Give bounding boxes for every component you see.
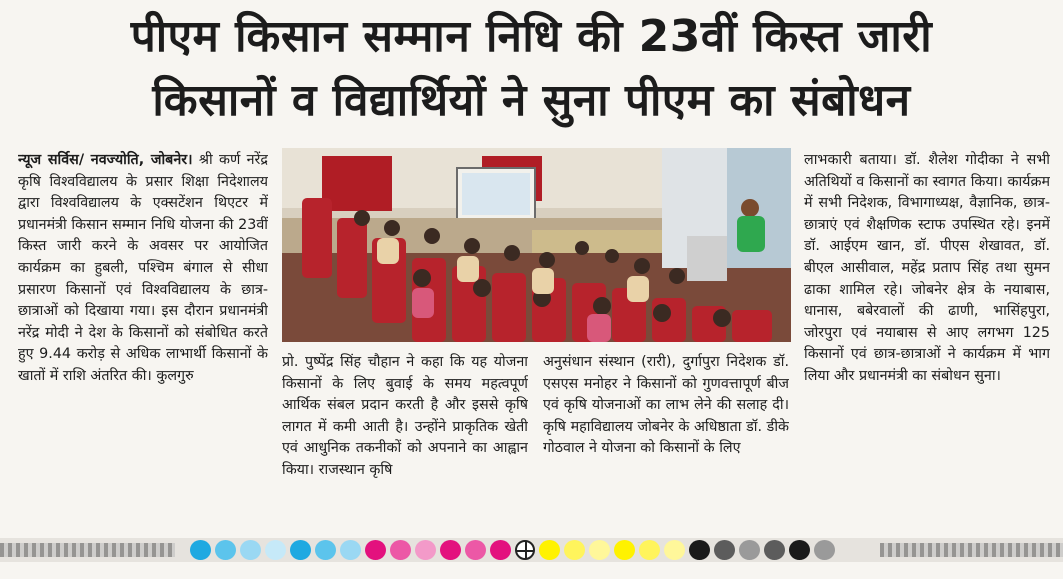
dateline: न्यूज सर्विस/ नवज्योति, जोबनेर। — [18, 152, 193, 168]
color-swatch — [340, 540, 361, 560]
color-swatch — [639, 540, 660, 560]
color-swatch — [365, 540, 386, 560]
registration-strip-right — [880, 543, 1063, 557]
auditorium-photo — [282, 148, 791, 342]
event-photo — [282, 148, 791, 342]
color-swatch — [589, 540, 610, 560]
color-swatch — [290, 540, 311, 560]
column-1-text: श्री कर्ण नरेंद्र कृषि विश्वविद्यालय के प्रसार शिक्षा निदेशालय द्वारा विश्वविद्यालय के एक्सटेंशन थिएटर में प्रधानमंत्री किसान सम्मान निधि योजना की 23वीं किस्त जारी करने के अवसर पर आयोजित कार्यक्रम का हुबली, पश्चिम बंगाल से सीधा प्रसारण किसानों एवं विश्वविद्यालय के छात्र-छात्राओं को दिखाया गया। इस दौरान प्रधानमंत्री नरेंद्र मोदी ने देश के किसानों को संबोधित करते हुए 9.44 करोड़ से अधिक लाभार्थी किसानों के खातों में राशि अंतरित की। कुलगुरु — [18, 152, 268, 384]
color-swatch — [614, 540, 635, 560]
print-color-bar — [0, 538, 1063, 562]
color-swatch — [689, 540, 710, 560]
color-swatch — [440, 540, 461, 560]
registration-strip-left — [0, 543, 175, 557]
article-column-4: लाभकारी बताया। डॉ. शैलेश गोदीका ने सभी अतिथियों व किसानों का स्वागत किया। कार्यक्रम में सभी निदेशक, विभागाध्यक्ष, वैज्ञानिक, छात्र-छात्राएं एवं शैक्षणिक स्टाफ उपस्थित रहे। इनमें डॉ. आईएम खान, डॉ. पीएस शेखावत, डॉ. बीएल आसीवाल, महेंद्र प्रताप सिंह तथा सुमन ढाका शामिल रहे। जोबनेर क्षेत्र के नयाबास, धानास, बबेरवालों की ढाणी, भासिंहपुरा, जोरपुरा एवं नयाबास से आए लगभग 125 किसानों एवं छात्र-छात्राओं ने कार्यक्रम में भाग लिया और प्रधानमंत्री का संबोधन सुना। — [804, 152, 1050, 384]
article-column-1 — [18, 150, 268, 530]
color-swatch — [190, 540, 211, 560]
article-column-3: अनुसंधान संस्थान (रारी), दुर्गापुरा निदेशक डॉ. एसएस मनोहर ने किसानों को गुणवत्तापूर्ण बीज एवं कृषि योजनाओं का लाभ लेने की सलाह दी। कृषि महाविद्यालय जोबनेर के अधिष्ठाता डॉ. डीके गोठवाल ने योजना को किसानों के लिए — [543, 354, 789, 457]
color-swatch — [390, 540, 411, 560]
color-swatches — [190, 540, 835, 560]
color-swatch — [664, 540, 685, 560]
color-swatch — [714, 540, 735, 560]
headline-line-1: पीएम किसान सम्मान निधि की 23वीं किस्त जारी — [130, 11, 933, 62]
color-swatch — [265, 540, 286, 560]
registration-mark-icon — [515, 540, 535, 560]
color-swatch — [814, 540, 835, 560]
color-swatch — [240, 540, 261, 560]
color-swatch — [215, 540, 236, 560]
color-swatch — [465, 540, 486, 560]
color-swatch — [415, 540, 436, 560]
headline — [0, 0, 1063, 140]
article-column-2: प्रो. पुष्पेंद्र सिंह चौहान ने कहा कि यह योजना किसानों के लिए बुवाई के समय महत्वपूर्ण आर्थिक संबल प्रदान करती है और इससे कृषि लागत में कमी आती है। उन्होंने प्राकृतिक खेती एवं आधुनिक तकनीकों को अपनाने का आह्वान किया। राजस्थान कृषि — [282, 354, 528, 478]
color-swatch — [490, 540, 511, 560]
color-swatch — [315, 540, 336, 560]
color-swatch — [764, 540, 785, 560]
color-swatch — [539, 540, 560, 560]
headline-line-2: किसानों व विद्यार्थियों ने सुना पीएम का संबोधन — [152, 75, 911, 126]
color-swatch — [789, 540, 810, 560]
color-swatch — [739, 540, 760, 560]
color-swatch — [564, 540, 585, 560]
